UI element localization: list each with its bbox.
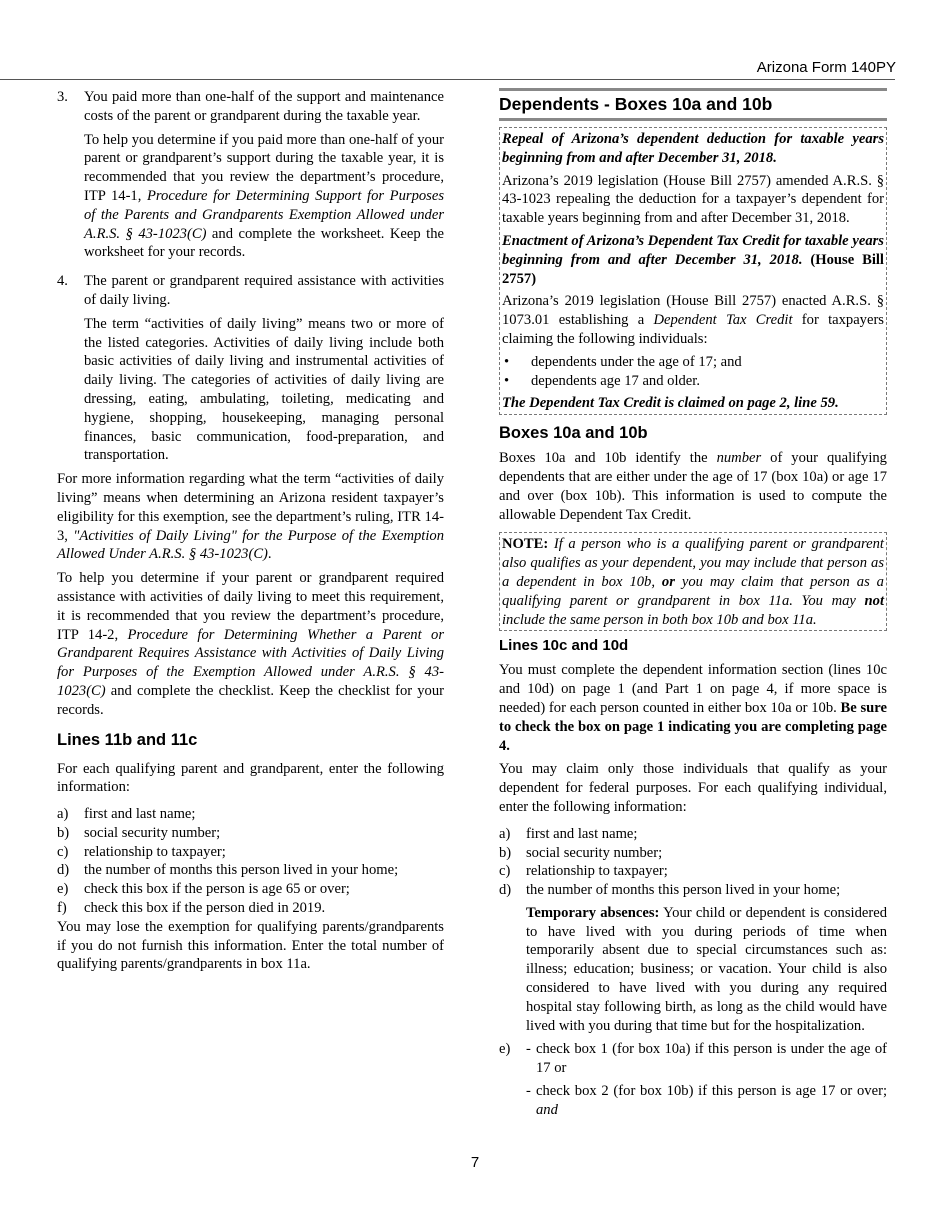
note-text: NOTE: If a person who is a qualifying parent or grandparent also qualifies as your dependent, you may include that person as a dependent in box 10b, or you may claim that person as a qualifying parent or grandparent in box 11a. You may not include the same person in both box 10b and box 11a. — [502, 536, 884, 628]
page-number: 7 — [470, 1154, 480, 1171]
item-e-line-2: check box 2 (for box 10b) if this person is age 17 or over; and — [536, 1083, 887, 1118]
list-item-4 — [57, 272, 444, 465]
itp-14-1-title: Procedure for Determining Support for Purposes of the Parents and Grandparents Exemption Allowed under A.R.S. § 43-1023(C) — [84, 187, 444, 242]
lines-10-heading: Lines 10c and 10d — [499, 637, 629, 655]
dependent-bullets — [502, 353, 884, 391]
item-3-text: You paid more than one-half of the support and maintenance costs of the parent or grandparent during the taxable year. — [84, 89, 444, 124]
list-item: d) the number of months this person lived in your home; — [499, 882, 841, 899]
lines-11-closing: You may lose the exemption for qualifying parents/grandparents if you do not furnish this information. Enter the total number of qualifying parents/grandparents in box 11a. — [57, 918, 444, 973]
itp-14-2-title: Procedure for Determining Whether a Parent or Grandparent Requires Assistance with Activities of Daily Living for Purposes of the Exemption Allowed under A.R.S. § 43-1023(C) — [57, 626, 445, 699]
right-column — [499, 88, 887, 1120]
list-item: f) check this box if the person died in 2019. — [57, 900, 326, 917]
enact-heading: Enactment of Arizona’s Dependent Tax Credit for taxable years beginning from and after December 31, 2018. (House Bill 2757) — [502, 232, 884, 287]
repeal-box — [499, 127, 887, 415]
list-item: c) relationship to taxpayer; — [57, 843, 226, 860]
list-item-3 — [57, 88, 444, 267]
list-item-e: e) - check box 1 (for box 10a) if this person is under the age of 17 or - check box 2 (for box 10b) if this person is age 17 or over; and — [499, 1041, 887, 1118]
bullet-icon: • — [504, 372, 510, 389]
bullet-icon: • — [504, 353, 510, 370]
temporary-absences: Temporary absences: Your child or dependent is considered to have lived with you during periods of time when temporarily absent due to special circumstances such as: illness; education; business; or vacation. Your child is also considered to have lived with you during any required hospital stay following birth, as long as the child would have lived with you during that time but for the hospitalization. — [526, 904, 887, 1034]
note-box — [499, 532, 887, 631]
lines-10-p2: You may claim only those individuals that qualify as your dependent for federal purposes. For each qualifying individual, enter the following information: — [499, 761, 887, 815]
list-item: d) the number of months this person lived in your home; — [57, 862, 399, 879]
list-item: a) first and last name; — [499, 825, 638, 842]
enact-closing: The Dependent Tax Credit is claimed on page 2, line 59. — [502, 395, 839, 412]
enact-text: Arizona’s 2019 legislation (House Bill 2757) enacted A.R.S. § 1073.01 establishing a Dependent Tax Credit for taxpayers claiming the following individuals: — [502, 293, 884, 347]
item-e-line-1: check box 1 (for box 10a) if this person is under the age of 17 or — [536, 1041, 887, 1077]
list-item: e) check this box if the person is age 65 or over; — [57, 881, 350, 898]
repeal-text: Arizona’s 2019 legislation (House Bill 2757) amended A.R.S. § 43-1023 repealing the deduction for a taxpayer’s dependent for taxable years beginning from and after December 31, 2018. — [502, 172, 884, 227]
lines-10-list — [499, 825, 887, 900]
left-column — [57, 88, 444, 979]
list-item: • dependents under the age of 17; and — [504, 353, 742, 370]
item-4-definition: The term “activities of daily living” means two or more of the listed categories. Activities of daily living include both basic activities of daily living and instrumental activities of daily living. The categories of activities of daily living are dressing, eating, ambulating, toileting, medicating and hygiene, shopping, housekeeping, managing personal finances, basic communication, food-preparation, and transportation. — [84, 315, 444, 464]
more-info-paragraph: For more information regarding what the term “activities of daily living” means when determining an Arizona resident taxpayer’s eligibility for this exemption, see the department’s ruling, ITR 14-3, "Activities of Daily Living" for the Purpose of the Exemption Allowed Under A.R.S. § 43-1023(C). — [57, 471, 444, 563]
repeal-heading: Repeal of Arizona’s dependent deduction for taxable years beginning from and after December 31, 2018. — [502, 131, 884, 166]
lines-11-heading: Lines 11b and 11c — [57, 730, 198, 749]
list-item: b) social security number; — [57, 824, 221, 841]
form-title: Arizona Form 140PY — [756, 59, 896, 76]
lines-11-list — [57, 805, 444, 918]
list-item: a) first and last name; — [57, 806, 196, 823]
header-rule — [0, 79, 895, 80]
list-item: • dependents age 17 and older. — [504, 372, 700, 389]
list-item: b) social security number; — [499, 844, 663, 861]
section-title: Dependents - Boxes 10a and 10b — [499, 88, 887, 121]
boxes-text: Boxes 10a and 10b identify the number of your qualifying dependents that are either under the age of 17 (box 10a) or age 17 and over (box 10b). This information is used to compute the allowable Dependent Tax Credit. — [499, 450, 887, 523]
item-number: 4. — [57, 273, 68, 290]
help-paragraph: To help you determine if your parent or grandparent required assistance with activities of daily living to meet this requirement, it is recommended that you review the department’s procedure, ITP 14-2, Procedure for Determining Whether a Parent or Grandparent Requires Assistance with Activities of Daily Living for Purposes of the Exemption Allowed under A.R.S. § 43-1023(C) and complete the checklist. Keep the checklist for your records. — [57, 570, 445, 718]
item-4-text: The parent or grandparent required assistance with activities of daily living. — [84, 273, 444, 308]
lines-10-p1: You must complete the dependent information section (lines 10c and 10d) on page 1 (and Part 1 on page 4, if more space is needed) for each person counted in either box 10a or 10b. Be sure to check the box on page 1 indicating you are completing page 4. — [499, 662, 887, 754]
itr-14-3-title: "Activities of Daily Living" for the Purpose of the Exemption Allowed Under A.R.S. § 43-1023(C) — [57, 527, 444, 563]
boxes-heading: Boxes 10a and 10b — [499, 424, 648, 443]
item-number: 3. — [57, 89, 68, 105]
lines-11-intro: For each qualifying parent and grandparent, enter the following information: — [57, 760, 444, 796]
item-3-help: To help you determine if you paid more than one-half of your parent or grandparent’s support during the taxable year, it is recommended that you review the department’s procedure, ITP 14-1, Procedure for Determining Support for Purposes of the Parents and Grandparents Exemption Allowed under A.R.S. § 43-1023(C) and complete the worksheet. Keep the worksheet for your records. — [84, 131, 444, 261]
list-item: c) relationship to taxpayer; — [499, 863, 668, 880]
